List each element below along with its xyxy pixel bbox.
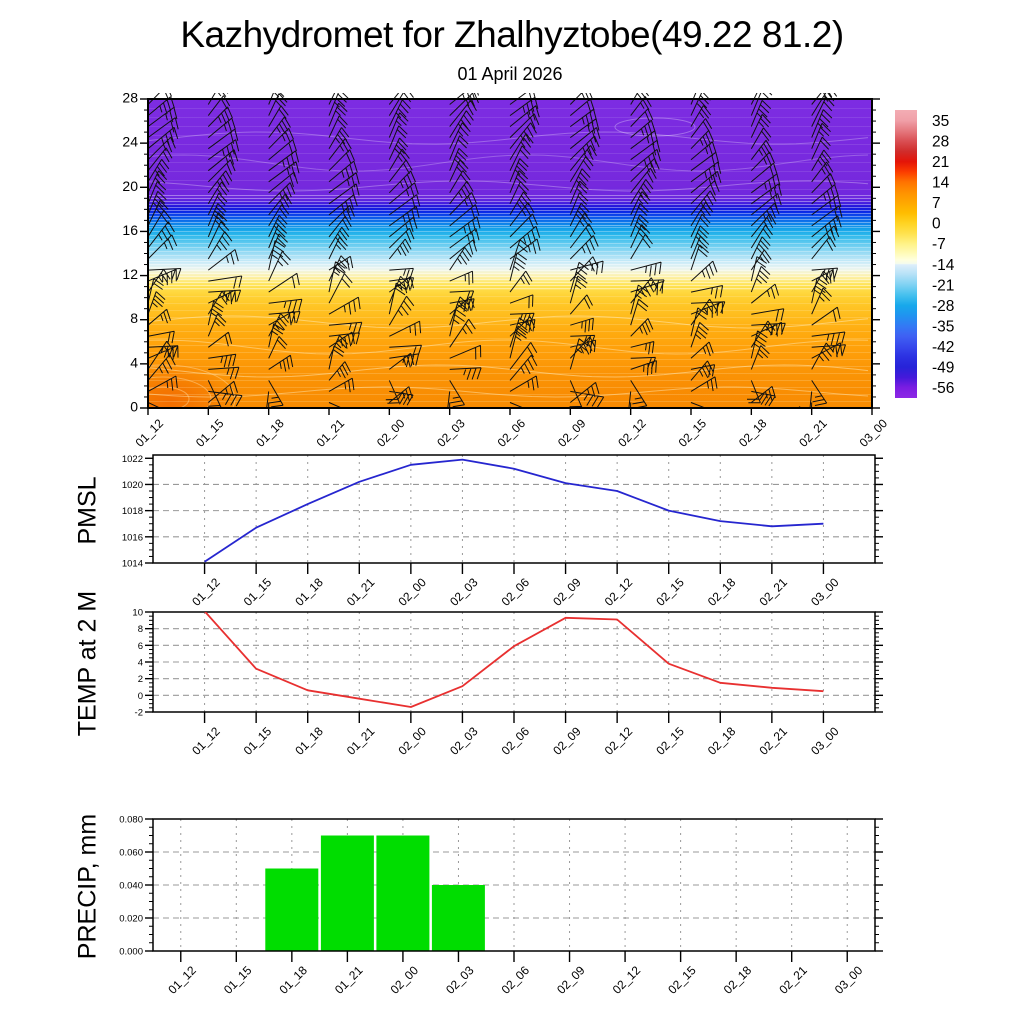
y-tick-label: 16 xyxy=(122,221,138,238)
x-tick-label: 02_09 xyxy=(550,724,584,758)
y-tick-label: 0.080 xyxy=(119,814,143,826)
x-tick-label: 02_06 xyxy=(498,724,533,758)
colorbar-tick-label: -49 xyxy=(932,359,955,377)
colorbar-tick-label: -28 xyxy=(932,297,955,315)
x-tick-label: 02_21 xyxy=(776,963,810,997)
colorbar-tick-label: 14 xyxy=(932,174,950,192)
x-tick-label: 02_12 xyxy=(615,416,649,450)
x-tick-label: 02_21 xyxy=(796,416,830,450)
x-tick-label: 02_03 xyxy=(447,575,481,609)
y-tick-label: 0.000 xyxy=(119,946,143,958)
colorbar-tick-label: 35 xyxy=(932,112,950,130)
contour-line xyxy=(148,155,868,171)
y-tick-label: 4 xyxy=(137,657,143,669)
precip-axis-title: PRECIP, mm xyxy=(73,813,102,960)
x-tick-label: 01_15 xyxy=(220,963,255,997)
x-tick-label: 02_06 xyxy=(498,963,533,997)
x-tick-label: 02_18 xyxy=(735,416,770,450)
contour-line xyxy=(148,365,868,377)
y-tick-label: 2 xyxy=(137,674,143,686)
x-tick-label: 02_18 xyxy=(704,724,739,758)
colorbar-tick-label: -56 xyxy=(932,380,955,398)
temp-line xyxy=(205,611,824,707)
x-tick-label: 02_12 xyxy=(609,963,644,997)
y-tick-label: 24 xyxy=(122,133,138,150)
x-tick-label: 01_18 xyxy=(292,575,326,609)
x-tick-label: 02_15 xyxy=(675,416,710,450)
x-tick-label: 01_18 xyxy=(253,416,287,450)
x-tick-label: 02_03 xyxy=(447,724,481,758)
x-tick-label: 02_15 xyxy=(653,575,687,609)
x-tick-label: 03_00 xyxy=(808,575,842,609)
x-tick-label: 02_21 xyxy=(756,724,790,758)
y-tick-label: 28 xyxy=(122,89,138,106)
x-tick-label: 02_09 xyxy=(550,575,584,609)
x-tick-label: 02_00 xyxy=(395,575,429,609)
colorbar-tick-label: 7 xyxy=(932,195,941,213)
y-tick-label: 10 xyxy=(132,607,143,619)
x-tick-label: 02_15 xyxy=(665,963,699,997)
x-tick-label: 02_21 xyxy=(756,575,790,609)
x-tick-label: 01_15 xyxy=(192,416,227,450)
temp-axis-title: TEMP at 2 M xyxy=(73,590,102,737)
y-tick-label: 0.060 xyxy=(119,847,143,859)
y-tick-label: 0.040 xyxy=(119,880,143,892)
x-tick-label: 01_21 xyxy=(332,963,366,997)
x-tick-label: 02_00 xyxy=(387,963,422,997)
x-tick-label: 01_21 xyxy=(343,724,378,758)
y-tick-label: 20 xyxy=(122,177,138,194)
colorbar-tick-label: -14 xyxy=(932,256,955,274)
y-tick-label: 4 xyxy=(130,354,138,371)
y-tick-label: 1018 xyxy=(121,506,143,518)
x-tick-label: 01_21 xyxy=(343,575,378,609)
pmsl-axis-title: PMSL xyxy=(73,476,102,545)
y-tick-label: 0 xyxy=(130,398,138,415)
x-tick-label: 02_12 xyxy=(601,724,636,758)
contour-line xyxy=(148,316,868,328)
x-tick-label: 02_09 xyxy=(554,416,589,450)
x-tick-label: 03_00 xyxy=(856,416,891,450)
x-tick-label: 02_09 xyxy=(554,963,588,997)
precip-bar xyxy=(321,836,374,952)
x-tick-label: 02_12 xyxy=(601,575,636,609)
x-tick-label: 01_12 xyxy=(189,575,223,609)
x-tick-label: 02_15 xyxy=(653,724,687,758)
x-tick-label: 01_15 xyxy=(240,724,275,758)
wind-barbs xyxy=(148,75,906,437)
x-tick-label: 01_12 xyxy=(165,963,199,997)
colorbar-tick-label: -42 xyxy=(932,339,955,357)
y-tick-label: 0.020 xyxy=(119,913,143,925)
y-tick-label: 0 xyxy=(137,690,143,702)
colorbar-tick-label: -21 xyxy=(932,277,955,295)
y-tick-label: 8 xyxy=(137,624,143,636)
x-tick-label: 02_06 xyxy=(494,416,529,450)
y-tick-label: 1020 xyxy=(121,479,143,491)
x-tick-label: 02_00 xyxy=(373,416,408,450)
precip-bar xyxy=(432,885,485,951)
x-tick-label: 01_12 xyxy=(189,724,223,758)
contour-decorations xyxy=(91,75,906,437)
x-tick-label: 03_00 xyxy=(808,724,842,758)
x-tick-label: 01_12 xyxy=(132,416,167,450)
x-tick-label: 01_18 xyxy=(292,724,326,758)
y-tick-label: -2 xyxy=(134,707,143,719)
y-tick-label: 8 xyxy=(130,310,138,327)
colorbar-tick-label: 0 xyxy=(932,215,941,233)
page-title: Kazhydromet for Zhalhyztobe(49.22 81.2) xyxy=(180,14,844,55)
precip-bar xyxy=(265,869,318,952)
y-tick-label: 12 xyxy=(122,266,138,283)
colorbar-tick-label: -35 xyxy=(932,318,955,336)
colorbar-tick-label: 21 xyxy=(932,153,950,171)
x-tick-label: 02_03 xyxy=(434,416,468,450)
x-tick-label: 02_00 xyxy=(395,724,429,758)
x-tick-label: 01_18 xyxy=(276,963,310,997)
precip-bar xyxy=(376,836,429,952)
panel-frame xyxy=(148,99,872,408)
x-tick-label: 02_03 xyxy=(443,963,477,997)
y-tick-label: 6 xyxy=(137,640,143,652)
x-tick-label: 02_18 xyxy=(720,963,755,997)
x-tick-label: 01_21 xyxy=(313,416,348,450)
y-tick-label: 1016 xyxy=(121,532,143,544)
x-tick-label: 02_18 xyxy=(704,575,739,609)
x-tick-label: 01_15 xyxy=(240,575,275,609)
colorbar-tick-label: -7 xyxy=(932,236,946,254)
y-tick-label: 1022 xyxy=(121,453,143,465)
x-tick-label: 03_00 xyxy=(831,963,866,997)
colorbar-tick-label: 28 xyxy=(932,133,950,151)
x-tick-label: 02_06 xyxy=(498,575,533,609)
y-tick-label: 1014 xyxy=(121,558,143,570)
date-subtitle: 01 April 2026 xyxy=(457,64,563,84)
